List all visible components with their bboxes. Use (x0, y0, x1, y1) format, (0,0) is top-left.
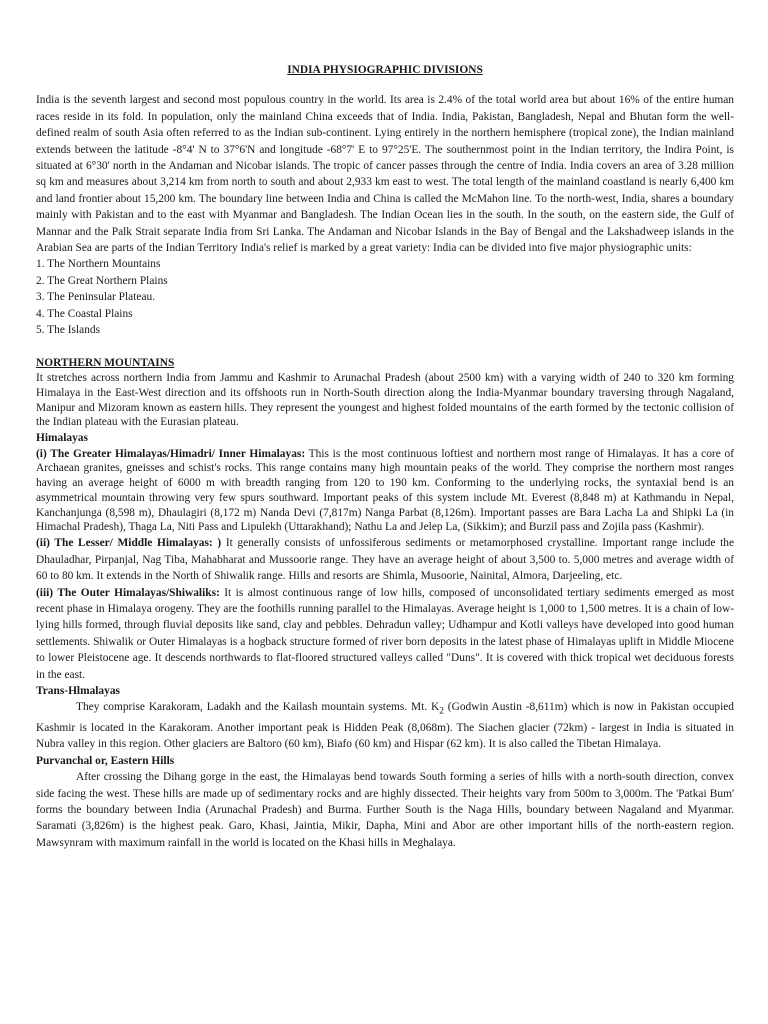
purvanchal-paragraph: After crossing the Dihang gorge in the east, the Himalayas bend towards South forming a series of hills with a north-south direction, convex side facing the west. These hills are made up of sedimentary rocks and are highly dissected. Their heights vary from 500m to 3,000m. The 'Patkai Bum' forms the boundary between India (Arunachal Pradesh) and Burma. Further South is the Naga Hills, boundary between Nagaland and Myanmar. Saramati (3,826m) is the highest peak. Garo, Khasi, Jaintia, Mikir, Dapha, Mini and Abor are other important hills of the north-eastern region. Mawsynram with maximum rainfall in the world is located on the Khasi hills in Meghalaya. (36, 771, 734, 849)
outer-himalayas-paragraph (36, 585, 734, 683)
trans-himalayas-paragraph (36, 699, 734, 753)
northern-mountains-intro: It stretches across northern India from Jammu and Kashmir to Arunachal Pradesh (about 2500 km) with a varying width of 240 to 320 km forming Himalaya in the East-West direction and its offshoots run in North-South direction along the India-Myanmar boundary traversing through Nagaland, Manipur and Mizoram known as eastern hills. They represent the youngest and highest folded mountains of the earth formed by the tectonic collision of the Indian plateau with the Eurasian plateau. (36, 371, 734, 429)
greater-himalayas-text: This is the most continuous loftiest and northern most range of Himalayas. It has a core of Archaean granites, gneisses and schist's rocks. This range contains many high mountain peaks of the world. They comprise the northern most ranges having an average height of 6000 m with breadth ranging from 120 to 190 km. Conforming to the underlying rocks, the syntaxial bend is an asymmetrical mountain throwing very few spurs southward. Important peaks of this system include Mt. Everest (8,848 m) at Kathmandu in Nepal, Kanchanjunga (8,598 m), Dhaulagiri (8,172 m) Nanda Devi (7,817m) Nanga Parbat (8,126m). Important passes are Bara Lacha La and Shipki La (in Himachal Pradesh), Thaga La, Niti Pass and Lipulekh (Uttarakhand); Nathu La and Jelep La, (Sikkim); and Burzil pass and Zojila pass (Kashmir). (36, 447, 735, 534)
list-item: 1. The Northern Mountains (36, 258, 161, 271)
list-item: 5. The Islands (36, 324, 101, 337)
himalayas-heading: Himalayas (36, 432, 88, 445)
list-item: 4. The Coastal Plains (36, 307, 133, 320)
lesser-himalayas-text: It generally consists of unfossiferous sediments or metamorphosed crystalline. Important range include the Dhauladhar, Pirpanjal, Nag Tiba, Mahabharat and Mussoorie range. They have an average height of about 3,500 to. 5,000 metres and average width of 60 to 80 km. It extends in the North of Shiwalik range. Hills and resorts are Shimla, Musoorie, Nainital, Almora, Darjeeling, etc. (36, 537, 734, 583)
purvanchal-heading: Purvanchal or, Eastern Hills (36, 754, 175, 767)
k2-subscript: 2 (439, 706, 444, 717)
trans-himalayas-text-start: They comprise Karakoram, Ladakh and the Kailash mountain systems. Mt. K (76, 701, 440, 714)
list-item: 2. The Great Northern Plains (36, 274, 168, 287)
physiographic-units-list (36, 256, 734, 338)
page-title: INDIA PHYSIOGRAPHIC DIVISIONS (287, 64, 483, 76)
greater-himalayas-label: (i) The Greater Himalayas/Himadri/ Inner Himalayas: (36, 447, 306, 460)
lesser-himalayas-label: (ii) The Lesser/ Middle Himalayas: ) (36, 537, 222, 550)
northern-mountains-heading: NORTHERN MOUNTAINS (36, 356, 175, 369)
list-item: 3. The Peninsular Plateau. (36, 291, 156, 304)
section-spacer (36, 339, 734, 355)
outer-himalayas-text: It is almost continuous range of low hills, composed of unconsolidated tertiary sediments emerged as most recent phase in Himalaya orogeny. They are the foothills running parallel to the Himalayas. Average height is 1,000 to 1,500 metres. It is a chain of low-lying hills formed, through fluvial deposits like sand, clay and pebbles. Dehradun valley; Udhampur and Kotli valleys have developed into good human settlements. Shiwalik or Outer Himalayas is a hogback structure formed of river born deposits in the latest phase of Himalayas uplift in Middle Miocene to lower Pleistocene age. It descends northwards to flat-floored structured valleys called "Duns". It is covered with thick tropical wet deciduous forests in the east. (36, 586, 734, 681)
greater-himalayas-paragraph (36, 447, 734, 536)
trans-himalayas-heading: Trans-Hlmalayas (36, 684, 120, 697)
outer-himalayas-label: (iii) The Outer Himalayas/Shiwaliks: (36, 586, 220, 599)
lesser-himalayas-paragraph (36, 535, 734, 584)
document-page (36, 62, 734, 851)
trans-himalayas-text-end: (Godwin Austin -8,611m) which is now in Pakistan occupied Kashmir is located in the Karakoram. Another important peak is Hidden Peak (8,068m). The Siachen glacier (72km) - largest in India is situated in Nubra valley in this region. Other glaciers are Baltoro (60 km), Biafo (60 km) and Hispar (62 km). It is also called the Tibetan Himalaya. (36, 701, 735, 751)
intro-paragraph: India is the seventh largest and second most populous country in the world. Its area is 2.4% of the total world area but about 16% of the entire human races reside in its fold. In population, only the mainland China exceeds that of India. India, Pakistan, Bangladesh, Nepal and Bhutan form the well-defined realm of south Asia often referred to as the Indian sub-continent. Lying entirely in the northern hemisphere (tropical zone), the Indian mainland extends between the latitude -8°4' N to 37°6'N and longitude -68°7' E to 97°25'E. The southernmost point in the Indian territory, the Indira Point, is situated at 6°30' north in the Andaman and Nicobar islands. The tropic of cancer passes through the centre of India. India covers an area of 3.28 million sq km and measures about 3,214 km from north to south and about 2,933 km east to west. The total length of the mainland coastland is nearly 6,400 km and land frontier about 15,200 km. The boundary line between India and China is called the McMahon line. To the north-west, India, shares a boundary mainly with Pakistan and to the east with Myanmar and Bangladesh. The Indian Ocean lies in the south. In the south, on the eastern side, the Gulf of Mannar and the Palk Strait separate India from Sri Lanka. The Andaman and Nicobar Islands in the Bay of Bengal and the Lakshadweep islands in the Arabian Sea are parts of the Indian Territory India's relief is marked by a great variety: India can be divided into five major physiographic units: (36, 94, 734, 255)
